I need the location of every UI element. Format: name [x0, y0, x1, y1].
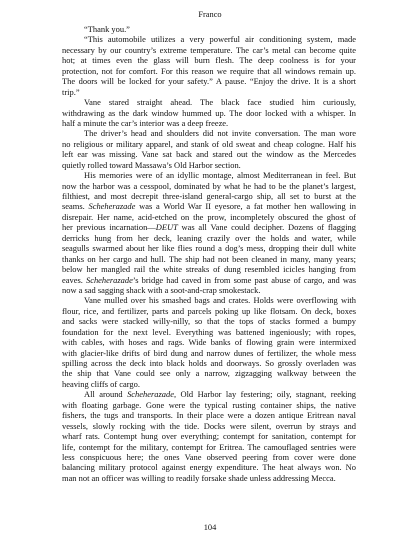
text-line: fishers, the tugs and transports. In their place were a dozen antique Eritrean naval [62, 410, 356, 421]
text-line: “Thank you.” [84, 24, 130, 34]
text-line: The doors will be locked for your safety.” A pause. “Enjoy the drive. It is a short [62, 76, 356, 87]
text-line: half a minute the car’s interior was a deep freeze. [62, 117, 229, 128]
text-line: hot; at times even the glass will burn flesh. The deep coolness is for your [62, 55, 356, 66]
text-line: flour, rice, and fertilizer, parts and parcels poking up like flotsam. On deck, boxes [62, 305, 356, 316]
text-line: All around Scheherazade, Old Harbor lay festering; oily, stagnant, reeking [84, 389, 357, 400]
text-line: less conspicuous here; the ones Vane observed peering from cover were done [62, 451, 356, 462]
text-line: quietly rolled toward Massawa’s Old Harbor section. [62, 159, 241, 170]
text-line: withdrawing as the dark window hummed up. The door locked with a whisper. In [62, 107, 356, 118]
text-line: seagulls swarmed about her like flies round a dog’s mess, dropping their dull white [62, 243, 356, 254]
paragraph [62, 97, 356, 128]
text-line: no religious or military apparel, and stank of old sweat and cheap cologne. Half his [62, 138, 356, 149]
text-line: foundation for the next level. Everything was battened ingeniously; with ropes, [62, 326, 356, 337]
text-line: with glacier-like drifts of bird dung and narrow dunes of fertilizer, the whole mess [62, 347, 356, 358]
text-line: her previous incarnation—DEUT was all Vane could decipher. Dozens of flagging [62, 222, 356, 233]
text-line: disrepair. Her name, acid-etched on the prow, incompletely obscured the ghost of [62, 211, 356, 222]
text-line: spilling across the deck into black holds and doorways. So grossly overladen was [62, 358, 356, 368]
text-line: man not an officer was willing to readily forsake shade unless addressing Mecca. [62, 472, 336, 483]
text-line: “This automobile utilizes a very powerful air conditioning system, made [84, 34, 356, 45]
text-line: necessary by our country’s extreme temperature. The car’s metal can become quite [62, 44, 356, 55]
text-line: Vane stared straight ahead. The black face studied him curiously, [84, 97, 356, 108]
text-line: derricks hung from her deck, leaning crazily over the holds and water, while [62, 232, 356, 243]
text-line: eaves. Scheherazade’s bridge had caved in from some past abuse of cargo, and was [62, 274, 356, 285]
paragraph [62, 24, 356, 34]
text-line: trip.” [62, 86, 80, 97]
running-header: Franco [198, 10, 222, 19]
text-line: and sacks were stacked willy-nilly, so that the tops of stacks formed a bumpy [62, 316, 356, 327]
text-line: the ship that Vane could see only a narrow, zigzagging walkway between the [62, 368, 356, 379]
paragraph [62, 389, 356, 483]
text-line: wharf rats. Contempt hung over everything; contempt for sanitation, contempt for [62, 431, 356, 442]
paragraph [62, 170, 356, 295]
text-line: Vane mulled over his smashed bags and crates. Holds were overflowing with [84, 295, 356, 306]
paragraph [62, 295, 356, 389]
text-line: now the harbor was a cesspool, dominated by what he had to be the planet’s largest, [62, 180, 356, 191]
paragraph [62, 34, 356, 97]
text-line: heaving cliffs of cargo. [62, 378, 140, 389]
body-text [62, 24, 356, 483]
text-line: filthiest, and most decrepit three-island general-cargo ship, all set to burst at the [62, 191, 356, 201]
text-line: below her mangled rail the white streaks of dung resembled icicles hanging from [62, 264, 356, 275]
text-line: life, contempt for the military, contempt for Eritrea. The camouflaged sentries were [62, 441, 356, 452]
text-line: seams. Scheherazade was a World War II eyesore, a fat mother hen wallowing in [62, 201, 357, 212]
paragraph [62, 128, 356, 170]
text-line: thanks on her cargo and hull. The ship had not been cleaned in many, many years; [62, 253, 356, 264]
text-line: with floating garbage. Gone were the typical rusting container ships, the native [62, 399, 356, 410]
text-line: The driver’s head and shoulders did not invite conversation. The man wore [84, 128, 356, 139]
text-line: protection, not for comfort. For this reason we require that all windows remain up. [62, 65, 356, 76]
text-line: with cables, with hoses and rags. Wide banks of flowing grain were intermixed [62, 337, 356, 348]
text-line: vessels, slowly rocking with the tide. Docks were silent, overrun by strays and [62, 420, 356, 431]
page-body [62, 24, 356, 483]
text-line: His memories were of an idyllic montage, almost Mediterranean in feel. But [84, 170, 356, 181]
text-line: left ear was missing. Vane sat back and stared out the window as the Mercedes [62, 149, 356, 160]
text-line: now a sad sagging shack with a soot-and-crap smokestack. [62, 284, 261, 295]
page-number: 104 [203, 523, 217, 532]
text-line: balancing military protocol against energy expenditure. The heat always won. No [62, 462, 356, 473]
